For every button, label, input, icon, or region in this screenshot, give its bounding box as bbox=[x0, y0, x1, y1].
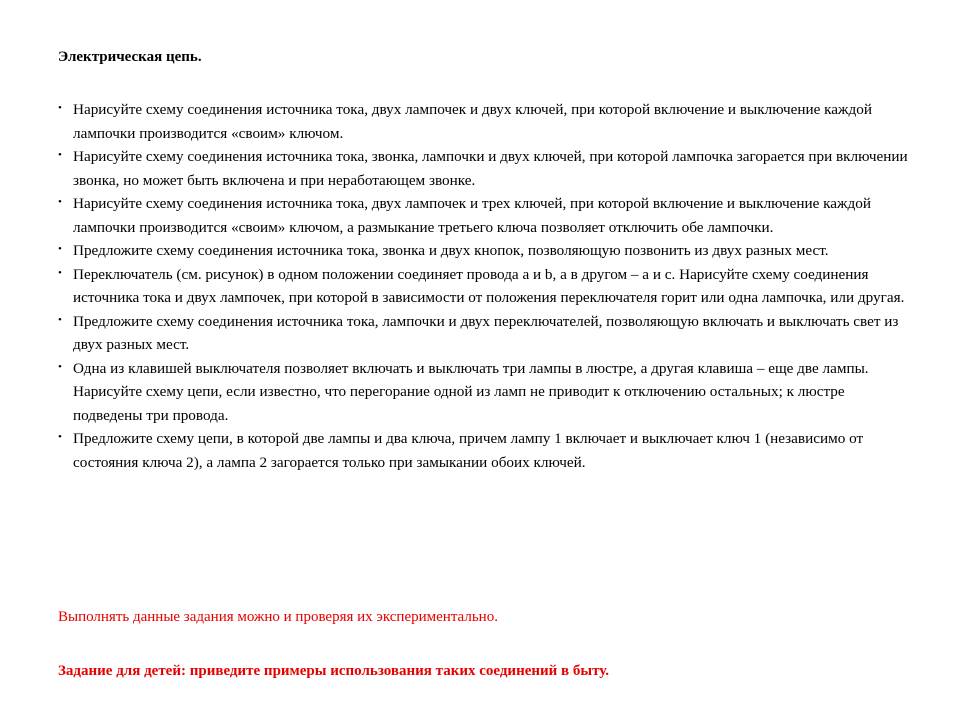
task-text: Предложите схему соединения источника тока, звонка и двух кнопок, позволяющую позвонить из двух разных мест. bbox=[73, 242, 829, 259]
list-item bbox=[58, 310, 908, 357]
note-children-task: Задание для детей: приведите примеры использования таких соединений в быту. bbox=[58, 663, 610, 679]
task-text: Одна из клавишей выключателя позволяет включать и выключать три лампы в люстре, а другая клавиша – еще две лампы. Нарисуйте схему цепи, если известно, что перегорание одной из ламп не приводит к отключению остальных; к люстре подведены три провода. bbox=[73, 359, 869, 424]
bullet-icon: • bbox=[58, 431, 62, 443]
list-item bbox=[58, 263, 908, 310]
task-text: Нарисуйте схему соединения источника тока, двух лампочек и трех ключей, при которой включение и выключение каждой лампочки производится «своим» ключом, а размыкание третьего ключа позволяет отключить обе лампочки. bbox=[73, 195, 871, 236]
bullet-icon: • bbox=[58, 102, 62, 114]
note-experiment: Выполнять данные задания можно и проверяя их экспериментально. bbox=[58, 609, 498, 625]
bullet-icon: • bbox=[58, 149, 62, 161]
bullet-icon: • bbox=[58, 266, 62, 279]
task-text: Переключатель (см. рисунок) в одном положении соединяет провода a и b, а в другом – а и с. Нарисуйте схему соединения источника тока и двух лампочек, при которой в зависимости от положения переключателя горит или одна лампочка, или другая. bbox=[73, 265, 905, 306]
task-text: Нарисуйте схему соединения источника тока, звонка, лампочки и двух ключей, при которой лампочка загорается при включении звонка, но может быть включена и при неработающем звонке. bbox=[73, 148, 908, 189]
list-item bbox=[58, 239, 908, 263]
bullet-icon: • bbox=[58, 196, 62, 208]
bullet-icon: • bbox=[58, 313, 62, 326]
list-item bbox=[58, 427, 908, 474]
bullet-icon: • bbox=[58, 360, 62, 373]
task-text: Нарисуйте схему соединения источника тока, двух лампочек и двух ключей, при которой включение и выключение каждой лампочки производится «своим» ключом. bbox=[73, 101, 872, 142]
list-item bbox=[58, 98, 908, 145]
bullet-icon: • bbox=[58, 243, 62, 255]
list-item bbox=[58, 145, 908, 192]
list-item bbox=[58, 192, 908, 239]
list-item bbox=[58, 357, 908, 428]
task-text: Предложите схему цепи, в которой две лампы и два ключа, причем лампу 1 включает и выключает ключ 1 (независимо от состояния ключа 2), а лампа 2 загорается только при замыкании обоих ключей. bbox=[73, 430, 864, 471]
task-text: Предложите схему соединения источника тока, лампочки и двух переключателей, позволяющую включать и выключать свет из двух разных мест. bbox=[73, 312, 899, 353]
page-title: Электрическая цепь. bbox=[58, 49, 202, 65]
task-list bbox=[58, 98, 908, 474]
